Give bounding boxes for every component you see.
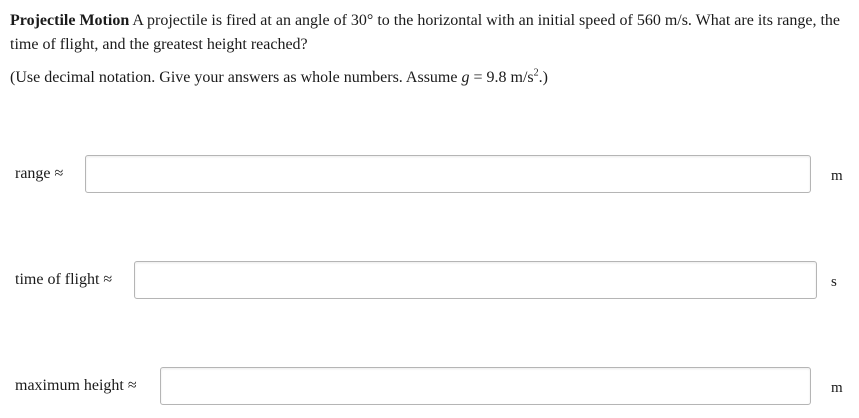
time-of-flight-input[interactable]: [134, 261, 817, 299]
maximum-height-label: maximum height ≈: [15, 377, 137, 394]
gravity-value: = 9.8 m/s: [469, 69, 534, 86]
range-label: range ≈: [15, 165, 64, 182]
question-body: A projectile is fired at an angle of 30° to the horizontal with an initial speed of 560 m/s. What are its range, the time of flight, and the greatest height reached?: [10, 12, 841, 53]
time-of-flight-row: [0, 260, 859, 300]
range-row: [0, 154, 859, 194]
instructions-prefix: (Use decimal notation. Give your answers as whole numbers. Assume: [10, 69, 462, 86]
question-text: [10, 9, 840, 57]
question-title: Projectile Motion: [10, 12, 130, 29]
time-of-flight-label: time of flight ≈: [15, 271, 113, 288]
answer-instructions: [10, 66, 840, 90]
maximum-height-row: [0, 366, 859, 406]
gravity-exponent: 2: [533, 67, 539, 79]
gravity-variable: g: [461, 69, 470, 86]
range-unit: m: [831, 168, 843, 184]
instructions-suffix: .): [538, 69, 548, 86]
maximum-height-unit: m: [831, 380, 843, 396]
time-of-flight-unit: s: [831, 274, 837, 290]
range-input[interactable]: [85, 155, 811, 193]
maximum-height-input[interactable]: [160, 367, 811, 405]
